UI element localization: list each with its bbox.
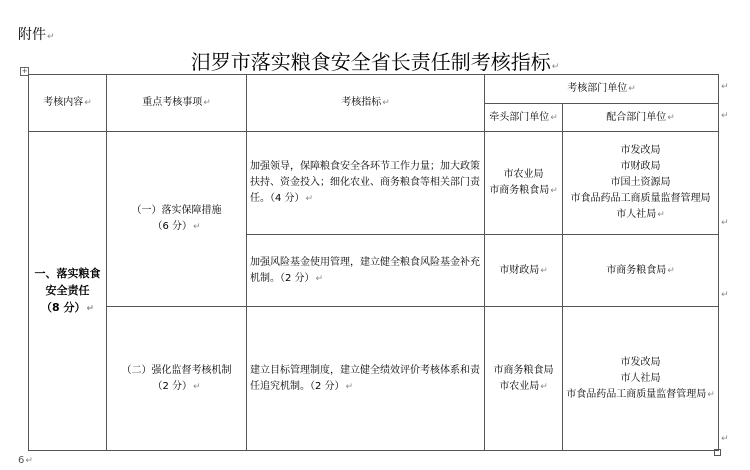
table-resize-handle[interactable] [714, 449, 721, 456]
indicator-cell: 加强领导，保障粮食安全各环节工作力量；加大政策扶持、资金投入；细化农业、商务粮食等相关部门责任。（4 分）↵ [247, 132, 485, 235]
row-end-mark: ↵ [721, 218, 729, 228]
table-header-row [29, 75, 719, 104]
section-line-3: （8 分）↵ [40, 300, 95, 314]
section-cell [29, 132, 107, 451]
assessment-table [28, 74, 719, 451]
coop-unit: 市人社局↵ [616, 209, 665, 220]
lead-unit-cell [485, 307, 563, 451]
coop-unit: 市发改局 [620, 356, 661, 368]
indicator-cell: 建立目标管理制度，建立健全绩效评价考核体系和责任追究机制。（2 分）↵ [247, 307, 485, 451]
key-item-line-2: （2 分）↵ [152, 380, 201, 392]
key-item-line-1: （二）强化监督考核机制 [121, 364, 232, 376]
section-line-1: 一、落实粮食 [34, 266, 101, 280]
lead-unit: 市商务粮食局 [493, 364, 554, 376]
coop-unit: 市食品药品工商质量监督管理局 [570, 193, 711, 204]
page-title: 汨罗市落实粮食安全省长责任制考核指标↵ [190, 50, 560, 74]
lead-unit: 市农业局 [503, 169, 544, 180]
table-row [29, 132, 719, 235]
lead-unit: 市农业局↵ [499, 380, 548, 392]
indicator-cell: 加强风险基金使用管理，建立健全粮食风险基金补充机制。（2 分）↵ [247, 235, 485, 307]
key-item-cell [107, 132, 247, 307]
coop-unit: 市人社局 [620, 372, 661, 384]
section-line-2: 安全责任 [45, 283, 90, 297]
row-end-mark: ↵ [721, 111, 729, 121]
lead-unit: 市商务粮食局↵ [489, 185, 558, 196]
row-end-mark: ↵ [721, 290, 729, 300]
coop-unit: 市发改局 [620, 145, 661, 156]
header-dept-units: 考核部门单位↵ [485, 75, 719, 104]
coop-unit-cell [563, 307, 719, 451]
header-key-items: 重点考核事项↵ [107, 75, 247, 132]
coop-unit: 市食品药品工商质量监督管理局↵ [566, 388, 715, 400]
page-number: 6↵ [18, 455, 33, 466]
key-item-line-1: （一）落实保障措施 [131, 205, 222, 216]
header-lead-unit: 牵头部门单位↵ [485, 104, 563, 132]
header-coop-unit: 配合部门单位↵ [563, 104, 719, 132]
row-end-mark: ↵ [721, 82, 729, 92]
coop-unit: 市国土资源局 [610, 177, 671, 188]
coop-unit-cell [563, 132, 719, 235]
coop-unit-cell: 市商务粮食局↵ [563, 235, 719, 307]
row-end-mark: ↵ [721, 434, 729, 444]
lead-unit-cell [485, 132, 563, 235]
header-content: 考核内容↵ [29, 75, 107, 132]
table-row [29, 307, 719, 451]
coop-unit: 市财政局 [620, 161, 661, 172]
header-indicator: 考核指标↵ [247, 75, 485, 132]
key-item-line-2: （6 分）↵ [152, 221, 201, 232]
key-item-cell [107, 307, 247, 451]
attachment-label: 附件↵ [18, 27, 55, 43]
lead-unit-cell: 市财政局↵ [485, 235, 563, 307]
table-move-handle-icon[interactable]: + [21, 67, 28, 75]
